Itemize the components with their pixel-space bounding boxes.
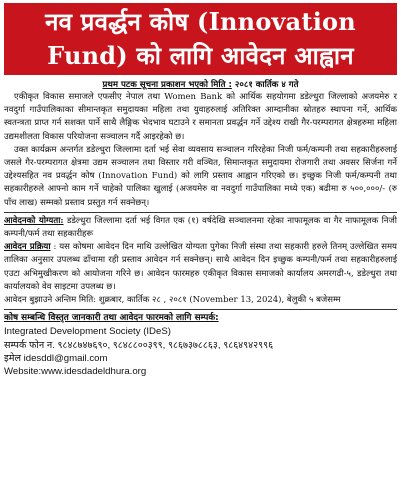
deadline-text: शुक्रबार, कार्तिक २८ , २०८१ (November 13, 2024), बेलुकी ५ बजेसम्म xyxy=(96,295,341,306)
publication-date-label: प्रथम पटक सूचना प्रकाशन भएको मिति : xyxy=(102,80,232,90)
eligibility-text: डडेल्धुरा जिल्लामा दर्ता भई विगत एक (१) वर्षदेखि सञ्चालनमा रहेका नाफामूलक वा गैर नाफामूलक निजी कम्पनी/फर्म तथा सहकारीहरू xyxy=(4,215,397,240)
publication-date-value: २०८१ कार्तिक ४ गते xyxy=(234,80,299,90)
banner-title-line2: Fund) को लागि आवेदन आह्वान xyxy=(47,41,354,70)
banner-title-line1: नव प्रवर्द्धन कोष (Innovation xyxy=(45,7,356,36)
contact-divider xyxy=(4,309,397,310)
contact-organization: Integrated Development Society (IDeS) xyxy=(4,326,171,338)
process-label: आवेदन प्रक्रिया xyxy=(4,242,51,253)
program-paragraph: उक्त कार्यक्रम अन्तर्गत डडेल्धुरा जिल्लामा दर्ता भई सेवा व्यवसाय सञ्चालन गरिरहेका निजी फर्म/कम्पनी तथा सहकारीहरुलाई जसले गैर-परम्परागत क्षेत्रमा उद्यम सञ्चालन तथा विस्तार गरी वञ्चित, सिमान्तकृत समुदायमा रोजगारी तथा अवसर सिर्जना गर्ने उद्देश्यसहित नव प्रवर्द्धन कोष (Innovation Fund) को लागि प्रस्ताव आह्वान गरिएको छ। इच्छुक निजी फर्म/कम्पनी तथा सहकारीहरुले आफ्नो काम गर्ने चाहेको पालिका खुलाई (अजयमेरु वा नवदुर्गा गाउँपालिका मध्ये एक) बढीमा रु ५००,०००/- (रु पाँच लाख) सम्मको प्रस्ताव प्रस्तुत गर्न सक्नेछन्। xyxy=(4,144,397,208)
deadline-label: आवेदन बुझाउने अन्तिम मिति: xyxy=(4,295,97,306)
contact-heading: कोष सम्बन्धि विस्तृत जानकारी तथा आवेदन फारमको लागि सम्पर्क: xyxy=(4,313,219,324)
process-paragraph xyxy=(4,241,397,294)
eligibility-label: आवेदनकोे योग्यता: xyxy=(4,215,64,226)
contact-phone: सम्पर्क फोन न. ९८४८७४७६९०, ९८४८८००३९९, ९८६७३७८८६३, ९८६४९४२९९६ xyxy=(4,339,274,351)
publication-date xyxy=(4,79,397,91)
contact-website: Website:www.idesdadeldhura.org xyxy=(4,366,147,378)
eligibility-paragraph xyxy=(4,215,397,241)
process-text: : यस कोषमा आवेदन दिन माथि उल्लेखित योग्यता पुगेका निजी संस्था तथा सहकारी हरुले तिनम् उल्लेखित समय तालिका अनुसार उपलब्ध ढाँचामा रही प्रस्ताव आवेदन गर्न सक्नेछन्। साथै आवेदन दिन इच्छुक कम्पनी/फर्म तथा सहकारीहरुलाई एउटा अभिमुखीकरण को आयोजना गरिने छ। आवेदन फारमहरु एकीकृत विकास समाजको कार्यालय अमरगढी-५, डडेल्धुरा तथा कार्यालयको वेव साइटमा उपलब्ध छ। xyxy=(4,242,397,292)
section-divider xyxy=(4,212,397,213)
intro-paragraph: एकीकृत विकास समाजले एफसीए नेपाल तथा Women Bank को आर्थिक सहयोगमा डडेल्धुरा जिल्लाको अजयमेरु र नवदुर्गा गाउँपालिकाका सीमान्तकृत समुदायका महिला तथा युवाहरुलाई अतिरिक्त आम्दानीका स्रोतहरु स्थापना गर्ने, आर्थिक स्वतन्त्रता प्राप्त गर्न सशक्त पार्ने साथै लैङ्गिक भेदभाव घटाउने र समानता प्रवर्द्धन गर्ने उद्देश्य राखी गैर-परम्परागत क्षेत्रहरुमा महिला उद्यमशीलता विकास परियोजना सञ्चालन गर्दै आइरहेको छ। xyxy=(4,92,397,142)
deadline-paragraph xyxy=(4,294,397,307)
contact-email: इमेल idesddl@gmail.com xyxy=(4,353,108,365)
notice-banner xyxy=(4,3,397,75)
